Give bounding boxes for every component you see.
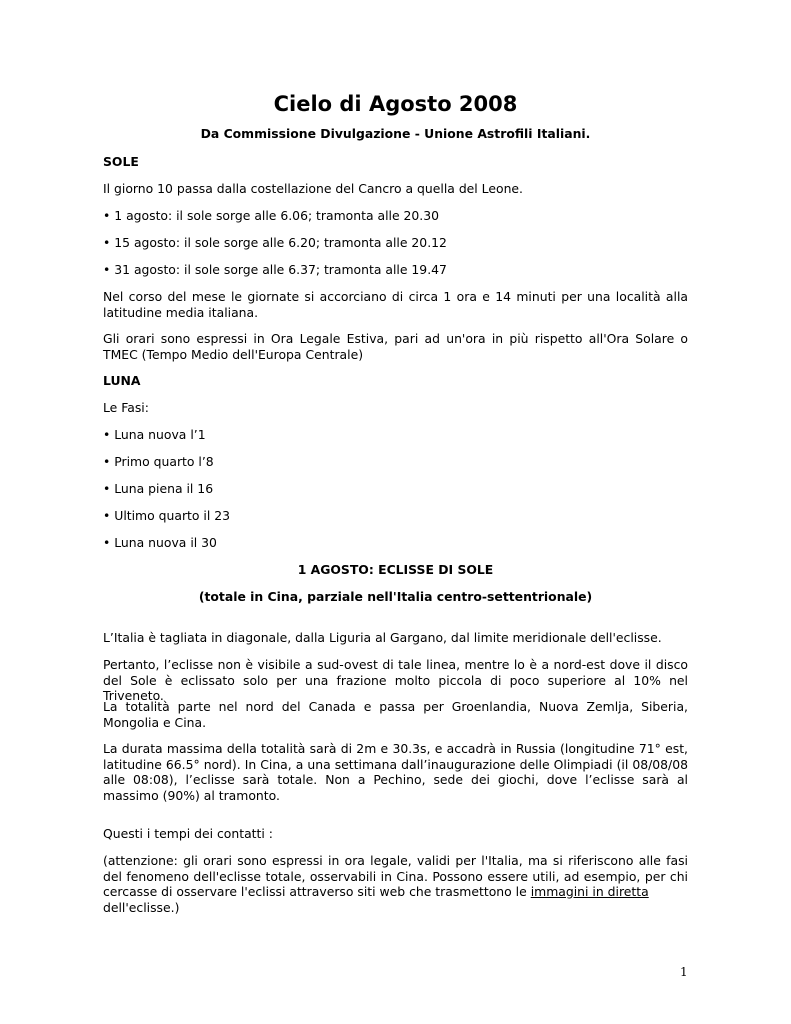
section-heading-eclisse: 1 AGOSTO: ECLISSE DI SOLE bbox=[297, 562, 494, 577]
note-text: (attenzione: gli orari sono espressi in ora legale, validi per l'Italia, ma si riferiscono alle fasi del fenomeno dell'eclisse totale, osservabili in Cina. Possono essere utili, ad esempio, per chi cercasse di osservare l'eclissi attraverso siti web che trasmettono le bbox=[103, 853, 688, 899]
sole-item-2: • 15 agosto: il sole sorge alle 6.20; tramonta alle 20.12 bbox=[103, 235, 447, 250]
note-end: dell'eclisse.) bbox=[103, 899, 180, 915]
section-heading-sole: SOLE bbox=[103, 154, 139, 169]
document-page bbox=[103, 0, 688, 1024]
luna-phase-1: • Luna nuova l’1 bbox=[103, 427, 206, 442]
section-heading-luna: LUNA bbox=[103, 373, 141, 388]
eclisse-subheading: (totale in Cina, parziale nell'Italia centro-settentrionale) bbox=[198, 589, 593, 604]
eclisse-paragraph-italy: L’Italia è tagliata in diagonale, dalla Liguria al Gargano, dal limite meridionale dell'eclisse. bbox=[103, 630, 662, 645]
luna-phase-4: • Ultimo quarto il 23 bbox=[103, 508, 231, 523]
eclisse-paragraph-note bbox=[103, 853, 688, 915]
luna-phase-3: • Luna piena il 16 bbox=[103, 481, 214, 496]
subtitle: Da Commissione Divulgazione - Unione Astrofili Italiani. bbox=[200, 126, 591, 141]
luna-phase-2: • Primo quarto l’8 bbox=[103, 454, 214, 469]
eclisse-paragraph-totality-path: La totalità parte nel nord del Canada e passa per Groenlandia, Nuova Zemlja, Siberia, Mongolia e Cina. bbox=[103, 699, 688, 730]
luna-phase-5: • Luna nuova il 30 bbox=[103, 535, 217, 550]
sole-item-1: • 1 agosto: il sole sorge alle 6.06; tramonta alle 20.30 bbox=[103, 208, 440, 223]
eclisse-paragraph-visibility: Pertanto, l’eclisse non è visibile a sud-ovest di tale linea, mentre lo è a nord-est dove il disco del Sole è eclissato solo per una frazione molto piccola di poco superiore al 10% nel Triveneto. bbox=[103, 657, 688, 703]
eclisse-paragraph-duration: La durata massima della totalità sarà di 2m e 30.3s, e accadrà in Russia (longitudine 71° est, latitudine 66.5° nord). In Cina, a una settimana dall’inaugurazione delle Olimpiadi (il 08/08/08 alle 08:08), l’eclisse sarà totale. Non a Pechino, sede dei giochi, dove l’eclisse sarà al massimo (90%) al tramonto. bbox=[103, 741, 688, 803]
luna-intro: Le Fasi: bbox=[103, 400, 149, 415]
page-title: Cielo di Agosto 2008 bbox=[273, 92, 518, 116]
page-number: 1 bbox=[680, 965, 688, 979]
live-images-link[interactable]: immagini in diretta bbox=[530, 884, 649, 899]
sole-paragraph-duration: Nel corso del mese le giornate si accorciano di circa 1 ora e 14 minuti per una località alla latitudine media italiana. bbox=[103, 289, 688, 320]
sole-item-3: • 31 agosto: il sole sorge alle 6.37; tramonta alle 19.47 bbox=[103, 262, 447, 277]
sole-intro: Il giorno 10 passa dalla costellazione del Cancro a quella del Leone. bbox=[103, 181, 523, 196]
sole-paragraph-time-note: Gli orari sono espressi in Ora Legale Estiva, pari ad un'ora in più rispetto all'Ora Solare o TMEC (Tempo Medio dell'Europa Centrale) bbox=[103, 331, 688, 362]
eclisse-paragraph-contacts: Questi i tempi dei contatti : bbox=[103, 826, 273, 841]
